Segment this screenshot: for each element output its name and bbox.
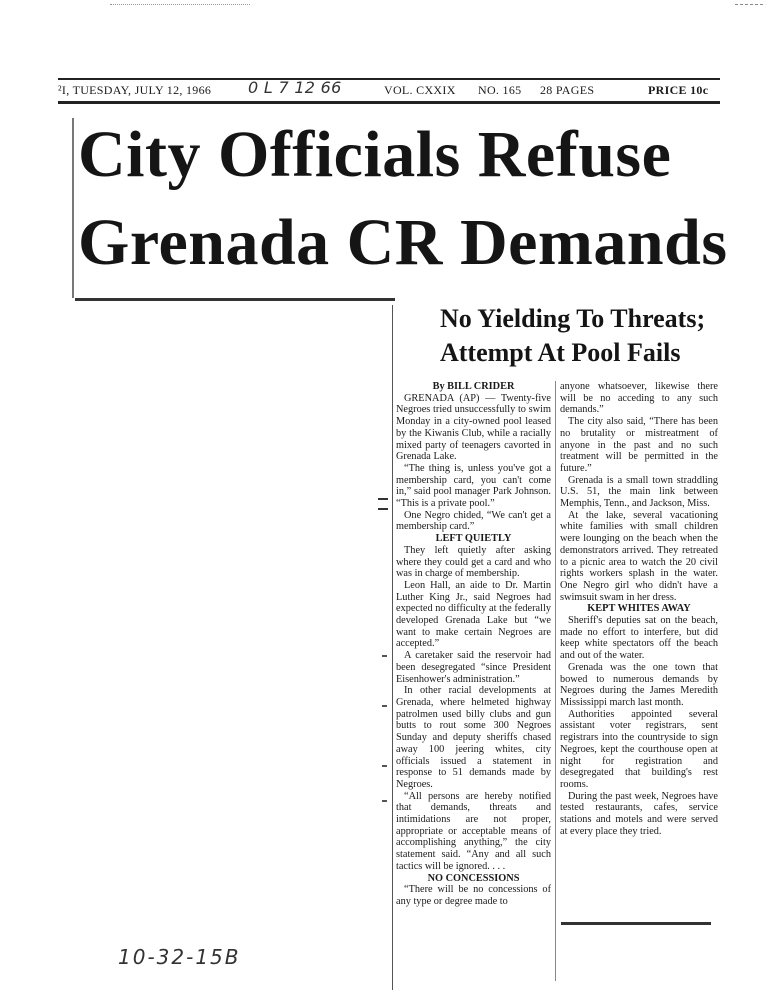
- margin-mark: [378, 498, 388, 510]
- margin-tick: [382, 800, 387, 802]
- margin-tick: [382, 705, 387, 707]
- scan-artifact: [735, 4, 763, 7]
- paragraph: In other racial developments at Grenada, where helmeted highway patrolmen used billy clubs and gun butts to rout some 300 Negroes Sunday and deputy sheriffs chased away 100 jeering whites, city officials issued a statement in response to 51 demands made by Negroes.: [396, 685, 551, 790]
- column-rule: [555, 381, 556, 981]
- paragraph: Grenada is a small town straddling U.S. 51, the main link between Memphis, Tenn., and Jackson, Miss.: [560, 474, 718, 510]
- byline: By BILL CRIDER: [432, 381, 515, 392]
- article-column-1: [396, 381, 551, 908]
- paragraph: “The thing is, unless you've got a membership card, you can't come in,” said pool manager Park Johnson. “This is a private pool.”: [396, 462, 551, 510]
- headline-rule: [75, 298, 395, 301]
- paragraph: “There will be no concessions of any type or degree made to: [396, 884, 551, 907]
- paragraph: Grenada was the one town that bowed to numerous demands by Negroes during the James Meredith Mississippi march last month.: [560, 661, 718, 708]
- paragraph: They left quietly after asking where they could get a card and who was in charge of membership.: [396, 544, 551, 580]
- masthead-price: PRICE 10c: [648, 83, 709, 97]
- paragraph: “All persons are hereby notified that demands, threats and intimidations are not proper, appropriate or acceptable means of accomplishing anything,” the city statement said. “Any and all such tactics will be ignored. . . .: [396, 790, 551, 872]
- headline-line-2: Grenada CR Demands: [78, 206, 728, 279]
- paragraph: Sheriff's deputies sat on the beach, made no effort to interfere, but did keep white spectators off the beach and out of the water.: [560, 615, 718, 662]
- masthead-edition: ²I, TUESDAY, JULY 12, 1966: [58, 83, 212, 97]
- subhead-left-quietly: LEFT QUIETLY: [435, 533, 512, 545]
- masthead-handwritten-date: 0 L 7 12 66: [248, 78, 342, 97]
- paragraph: A caretaker said the reservoir had been desegregated “since President Eisenhower's administration.”: [396, 650, 551, 685]
- headline-box-border: [72, 118, 74, 298]
- subheadline-line-2: Attempt At Pool Fails: [440, 338, 681, 367]
- paragraph: Leon Hall, an aide to Dr. Martin Luther King Jr., said Negroes had expected no difficulty at the federally developed Grenada Lake but “we want to make certain Negroes are accepted.”: [396, 579, 551, 650]
- masthead-number: NO. 165: [478, 83, 522, 97]
- masthead: [58, 80, 720, 100]
- headline-line-1: City Officials Refuse: [78, 118, 672, 191]
- paragraph: During the past week, Negroes have tested restaurants, cafes, service stations and motels and were served at every place they tried.: [560, 790, 718, 837]
- handwritten-file-number: 10-32-15B: [118, 945, 241, 969]
- scan-artifact: [110, 4, 250, 7]
- paragraph: The city also said, “There has been no brutality or mistreatment of anyone in the past and no such treatment will be permitted in the future.”: [560, 416, 718, 474]
- paragraph: At the lake, several vacationing white families with small children were lounging on the beach when the demonstrators arrived. They retreated to a picnic area to watch the 20 civil rights workers splash in the water. One Negro girl who didn't have a swimsuit swam in her dress.: [560, 509, 718, 603]
- paragraph: Authorities appointed several assistant voter registrars, sent registrars into the countryside to sign Negroes, kept the courthouse open at night for registration and desegregated that building's rest rooms.: [560, 708, 718, 790]
- masthead-pages: 28 PAGES: [540, 83, 595, 97]
- subhead-kept-whites-away: KEPT WHITES AWAY: [587, 603, 691, 615]
- column-divider: [392, 305, 393, 990]
- masthead-rule-bottom: [58, 101, 720, 104]
- paragraph: One Negro chided, “We can't get a membership card.”: [396, 509, 551, 533]
- margin-tick: [382, 655, 387, 657]
- masthead-volume: VOL. CXXIX: [384, 83, 456, 97]
- subheadline-line-1: No Yielding To Threats;: [440, 304, 706, 333]
- article-column-2: [560, 381, 718, 837]
- article-end-rule: [561, 922, 711, 925]
- subhead-no-concessions: NO CONCESSIONS: [427, 872, 520, 884]
- paragraph: GRENADA (AP) — Twenty-five Negroes tried unsuccessfully to swim Monday in a city-owned pool leased by the Kiwanis Club, while a racially mixed party of teenagers cavorted in Grenada Lake.: [396, 392, 551, 463]
- margin-tick: [382, 765, 387, 767]
- paragraph: anyone whatsoever, likewise there will be no acceding to any such demands.”: [560, 381, 718, 416]
